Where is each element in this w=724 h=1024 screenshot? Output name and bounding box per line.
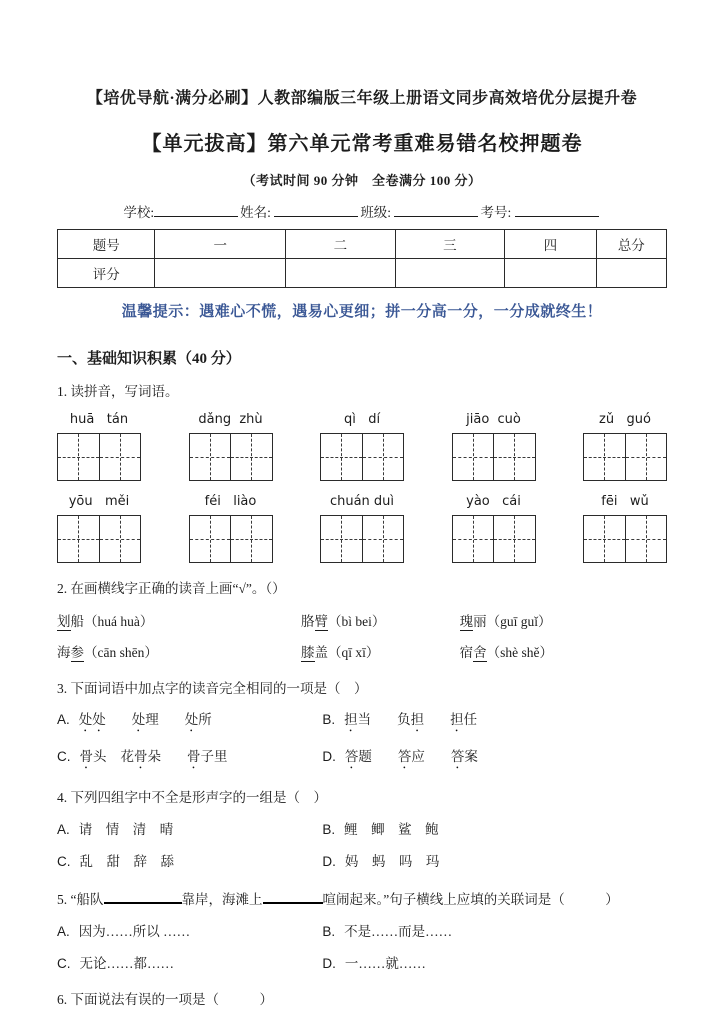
pinyin-label: féi liào — [204, 494, 257, 510]
q6-stem: 6. 下面说法有误的一项是（ ） — [57, 991, 273, 1007]
q2-item: 瑰丽（guī guǐ） — [459, 613, 552, 629]
q4-stem: 4. 下列四组字中不全是形声字的一组是（ ） — [57, 790, 327, 806]
writing-grid-box — [57, 515, 141, 563]
pinyin-label: zǔ guó — [599, 412, 651, 428]
underlined-char: 瑰 — [459, 613, 474, 629]
q2-item: 划船（huá huà） — [57, 613, 154, 629]
pinyin-label: chuán duì — [329, 494, 395, 510]
q1-stem: 1. 读拼音，写词语。 — [57, 383, 179, 399]
pinyin-label: jiāo cuò — [466, 412, 521, 428]
score-cell — [395, 258, 505, 287]
q4-option-c: C. 乱 甜 辞 舔 — [57, 854, 174, 870]
class-blank — [394, 203, 478, 217]
underlined-char: 臂 — [314, 613, 328, 629]
score-header-cell: 题号 — [58, 229, 155, 258]
exam-no-blank — [515, 203, 599, 217]
q2-item: 膝盖（qī xī） — [301, 644, 380, 660]
score-cell — [286, 258, 396, 287]
q5-option-c: C. 无论……都…… — [57, 956, 174, 972]
series-title: 【培优导航·满分必刷】人教部编版三年级上册语文同步高效培优分层提升卷 — [86, 90, 638, 107]
pinyin-label: yōu měi — [68, 494, 130, 510]
q4-option-b: B. 鲤 鲫 鲨 鲍 — [322, 821, 439, 837]
section1-heading: 一、基础知识积累（40 分） — [57, 350, 241, 367]
q1-writing-boxes-row-2 — [57, 515, 667, 563]
reading-options: （bì bei） — [328, 613, 386, 629]
writing-grid-box — [189, 515, 273, 563]
underlined-char: 膝 — [301, 644, 315, 660]
q1-pinyin-row-1 — [57, 412, 667, 427]
q5-stem: 5. “船队 靠岸，海滩上 喧闹起来。”句子横线上应填的关联词是（ ） — [57, 889, 667, 910]
school-field-label: 学校: — [123, 204, 155, 220]
writing-grid-box — [320, 515, 404, 563]
q3-options — [57, 709, 667, 772]
class-field-label: 班级: — [360, 204, 392, 220]
q2-stem: 2. 在画横线字正确的读音上画“√”。（） — [57, 581, 286, 597]
reading-options: （guī guǐ） — [486, 613, 552, 629]
score-table-header-row — [58, 229, 667, 258]
q4-options — [57, 819, 667, 873]
reading-options: （huá huà） — [84, 613, 154, 629]
reading-options: （qī xī） — [328, 644, 380, 660]
q3-option-b: B. 担当 负担 担任 — [322, 712, 478, 728]
pinyin-label: qì dí — [343, 412, 381, 428]
q1-pinyin-row-2 — [57, 494, 667, 509]
q3-stem: 3. 下面词语中加点字的读音完全相同的一项是（ ） — [57, 680, 368, 696]
q3-option-c: C. 骨头 花骨朵 骨子里 — [57, 749, 228, 765]
writing-grid-box — [452, 515, 536, 563]
writing-grid-box — [320, 433, 404, 481]
score-cell — [596, 258, 666, 287]
reading-options: （shè shě） — [486, 644, 553, 660]
score-cell — [505, 258, 596, 287]
name-blank — [274, 203, 358, 217]
q5-option-d: D. 一……就…… — [322, 956, 426, 972]
underlined-char: 参 — [70, 644, 84, 660]
encouragement-tip: 温馨提示：遇难心不慌，遇易心更细；拼一分高一分，一分成就终生！ — [121, 303, 603, 320]
score-header-cell: 一 — [155, 229, 286, 258]
writing-grid-box — [452, 433, 536, 481]
pinyin-label: huā tán — [69, 412, 129, 428]
score-cell — [155, 258, 286, 287]
score-table — [57, 229, 667, 288]
underlined-char: 舍 — [473, 644, 487, 660]
pinyin-label: dǎng zhù — [198, 412, 263, 428]
q5-blank-1 — [104, 889, 182, 904]
score-header-cell: 四 — [505, 229, 596, 258]
q2-items-grid — [57, 610, 667, 661]
q3-option-a: A. 处处 处理 处所 — [57, 712, 212, 728]
pinyin-label: yào cái — [466, 494, 521, 510]
paper-title: 【单元拔高】第六单元常考重难易错名校押题卷 — [141, 132, 583, 155]
exam-info: （考试时间 90 分钟 全卷满分 100 分） — [242, 172, 482, 188]
reading-options: （cān shēn） — [84, 644, 158, 660]
writing-grid-box — [189, 433, 273, 481]
q5-option-a: A. 因为……所以 …… — [57, 923, 191, 939]
writing-grid-box — [583, 515, 667, 563]
score-table-score-row — [58, 258, 667, 287]
exam-no-field-label: 考号: — [480, 204, 512, 220]
q4-option-a: A. 请 情 清 晴 — [57, 821, 174, 837]
score-header-cell: 二 — [286, 229, 396, 258]
q5-blank-2 — [263, 889, 323, 904]
pinyin-label: fēi wǔ — [601, 494, 649, 510]
q4-option-d: D. 妈 蚂 吗 玛 — [322, 854, 440, 870]
q2-item: 海参（cān shēn） — [57, 644, 158, 660]
score-header-cell: 总分 — [596, 229, 666, 258]
score-row-label: 评分 — [58, 258, 155, 287]
name-field-label: 姓名: — [240, 204, 271, 220]
q5-options — [57, 921, 667, 975]
q1-writing-boxes-row-1 — [57, 433, 667, 481]
school-blank — [154, 203, 238, 217]
q2-item: 胳臂（bì bei） — [301, 613, 386, 629]
student-info-line — [57, 201, 667, 221]
q2-item: 宿舍（shè shě） — [459, 644, 553, 660]
q5-option-b: B. 不是……而是…… — [322, 923, 453, 939]
writing-grid-box — [583, 433, 667, 481]
writing-grid-box — [57, 433, 141, 481]
q3-option-d: D. 答题 答应 答案 — [322, 749, 478, 765]
score-header-cell: 三 — [395, 229, 505, 258]
underlined-char: 划 — [57, 613, 71, 629]
